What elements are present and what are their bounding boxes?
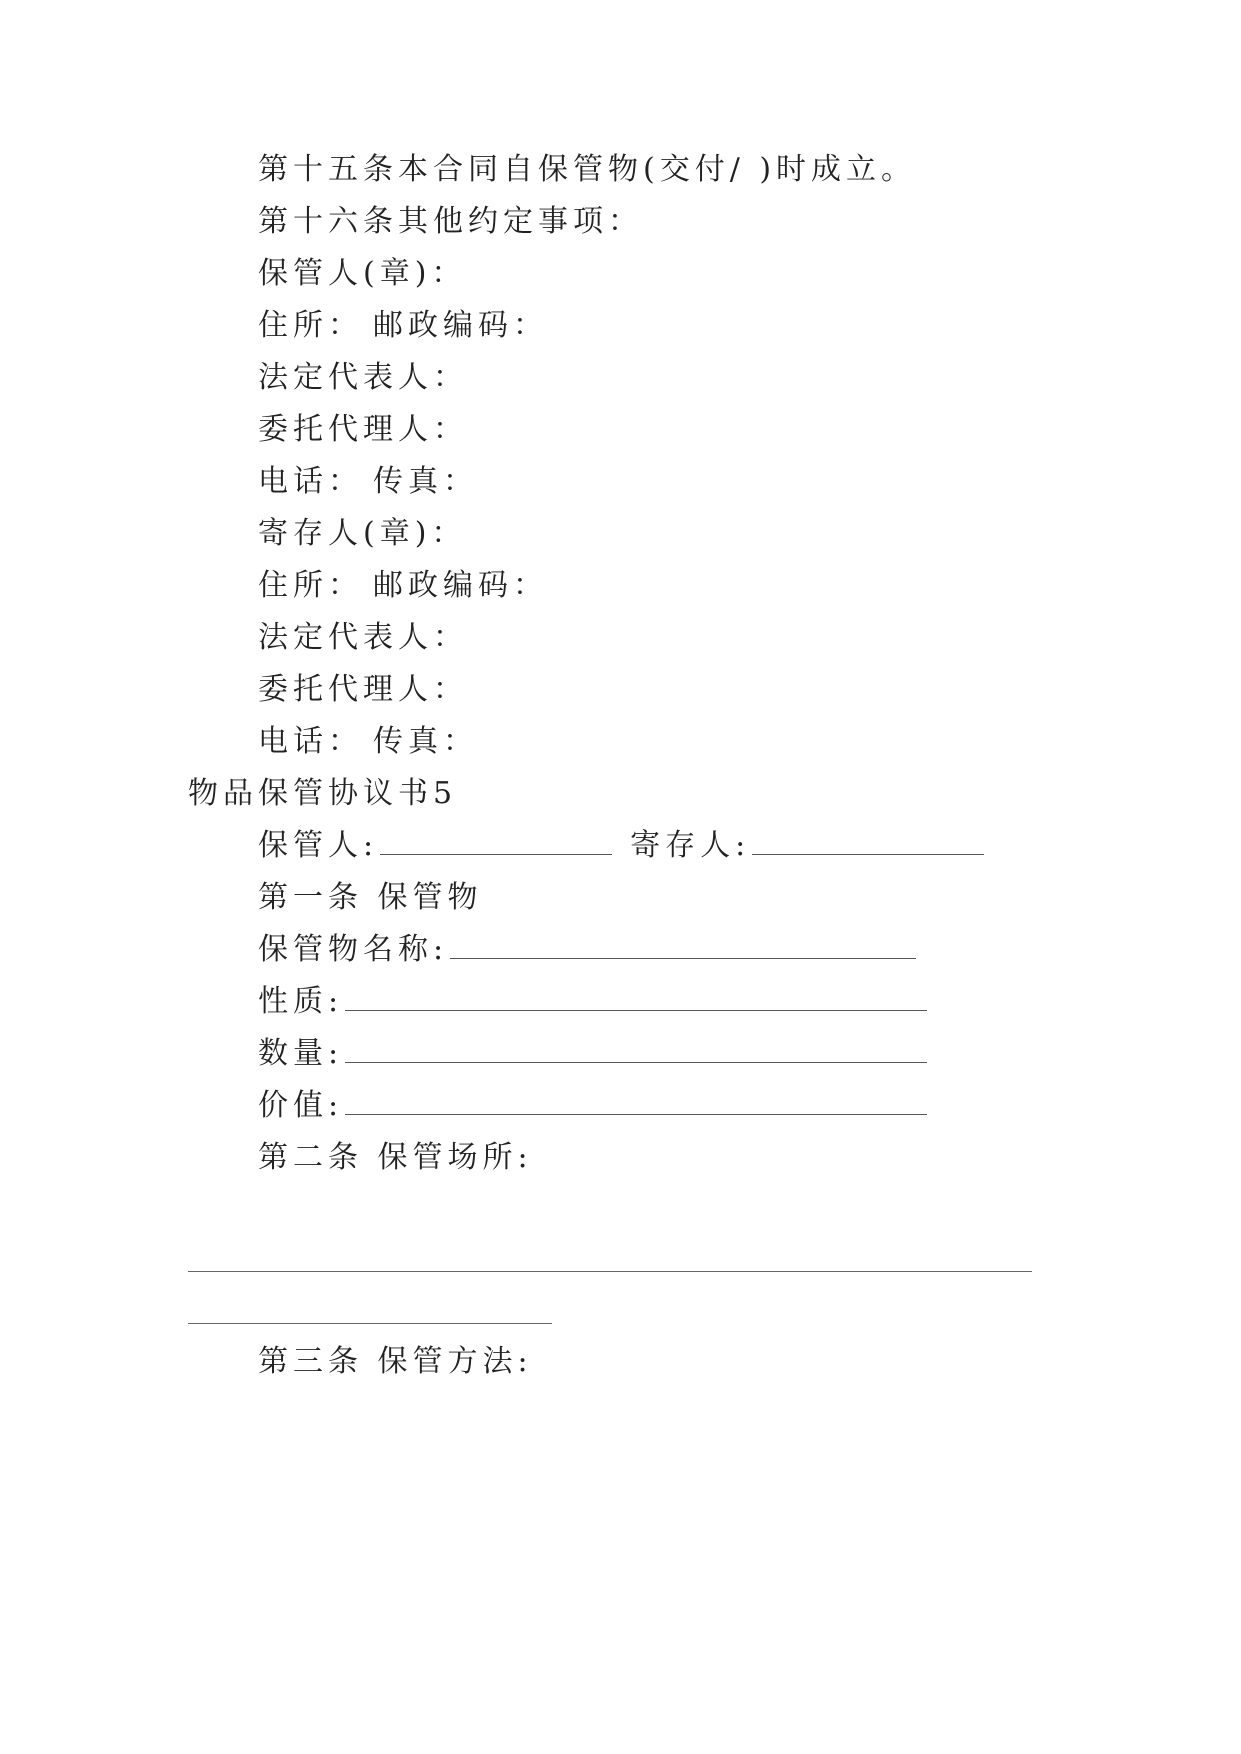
value-line [258,1086,927,1126]
keeper-blank [380,828,612,855]
nature-label: 性质: [258,984,344,1019]
depositor-address-label: 住所： [258,568,363,603]
clause-16: 第十六条其他约定事项： [258,204,643,239]
item-name-label: 保管物名称: [258,932,449,967]
keeper-label: 保管人: [258,828,379,863]
fill-in-rule-1 [188,1271,1032,1272]
keeper-fax-label: 传真： [373,464,478,499]
nature-line [258,982,927,1022]
depositor-fax-label: 传真： [373,724,478,759]
depositor-label: 寄存人: [630,828,751,863]
value-blank [345,1088,927,1115]
agreement-title: 物品保管协议书5 [188,776,458,811]
depositor-phone-line [258,722,478,762]
depositor-agent-label: 委托代理人： [258,672,468,707]
clause-15: 第十五条本合同自保管物(交付/ )时成立。 [258,152,917,187]
parties-line [258,826,984,866]
value-label: 价值: [258,1088,344,1123]
keeper-agent-label: 委托代理人： [258,412,468,447]
keeper-address-label: 住所： [258,308,363,343]
article-3-heading: 第三条 保管方法: [258,1344,533,1379]
fill-in-rule-2 [188,1323,552,1324]
depositor-blank [752,828,984,855]
article-1-heading: 第一条 保管物 [258,880,483,915]
keeper-seal-label: 保管人(章)： [258,256,467,291]
keeper-phone-line [258,462,478,502]
quantity-label: 数量: [258,1036,344,1071]
article-2-heading: 第二条 保管场所: [258,1140,533,1175]
keeper-phone-label: 电话： [258,464,363,499]
depositor-seal-label: 寄存人(章)： [258,516,467,551]
keeper-legal-rep-label: 法定代表人： [258,360,468,395]
nature-blank [345,984,927,1011]
keeper-postal-label: 邮政编码： [373,308,548,343]
depositor-legal-rep-label: 法定代表人： [258,620,468,655]
depositor-postal-label: 邮政编码： [373,568,548,603]
item-name-blank [450,932,916,959]
quantity-line [258,1034,927,1074]
depositor-address-line [258,566,548,606]
keeper-address-line [258,306,548,346]
depositor-phone-label: 电话： [258,724,363,759]
item-name-line [258,930,916,970]
quantity-blank [345,1036,927,1063]
